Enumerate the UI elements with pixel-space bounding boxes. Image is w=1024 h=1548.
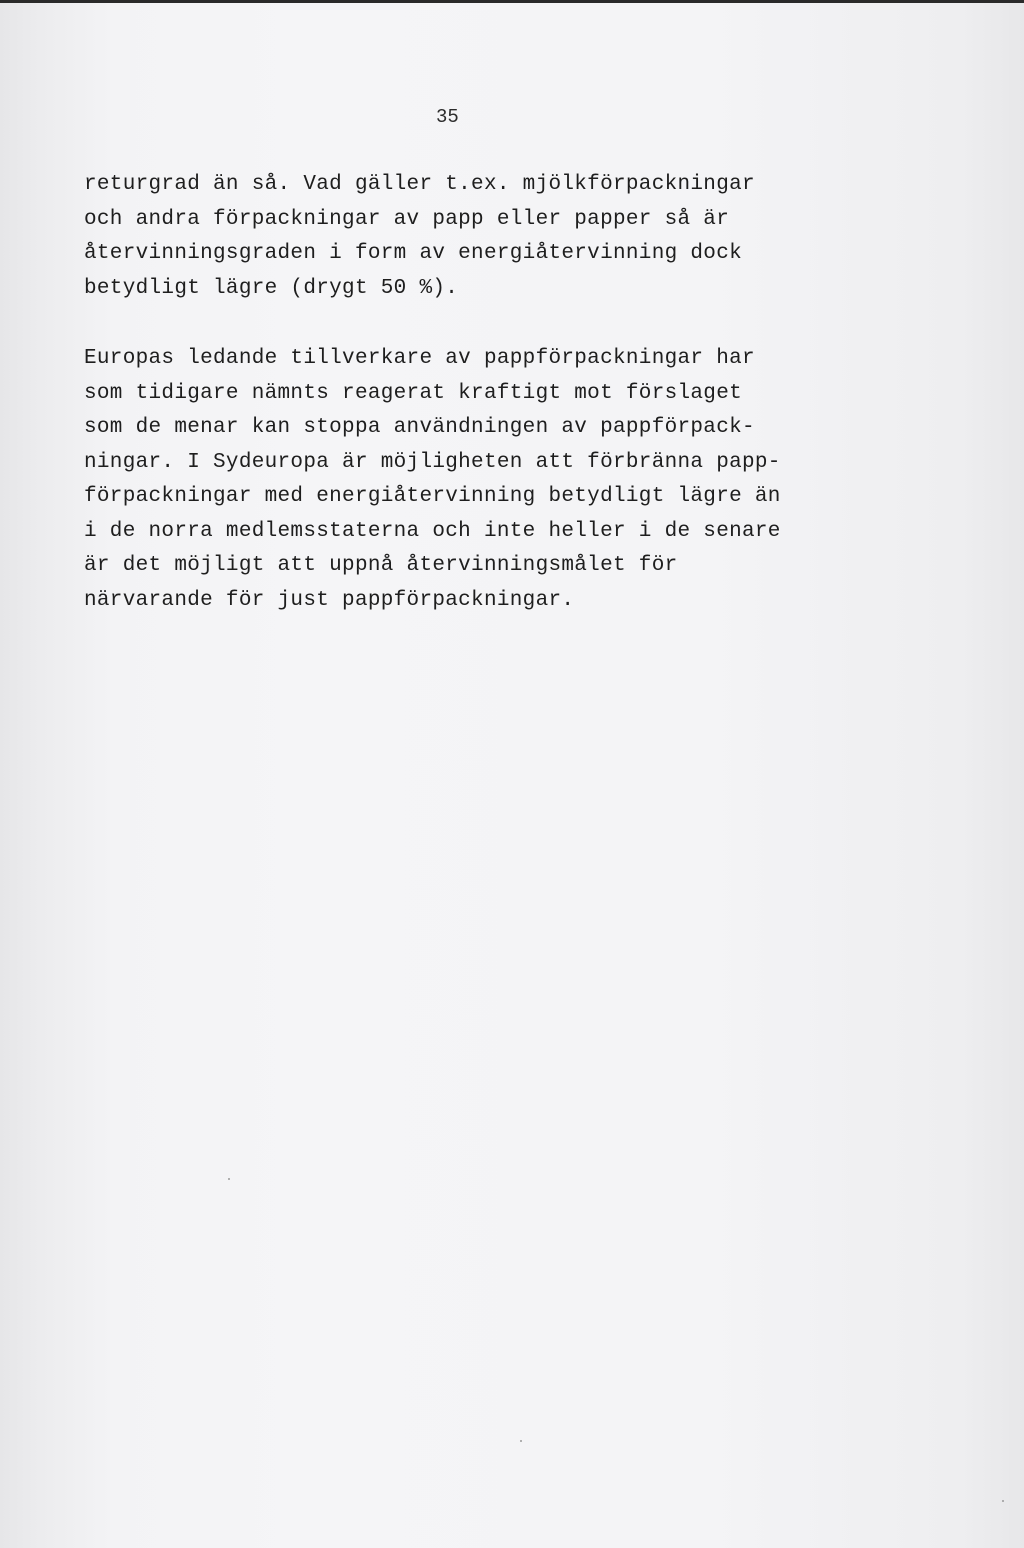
scan-speck: [520, 1440, 522, 1442]
scan-speck: [228, 1178, 230, 1180]
text-line: returgrad än så. Vad gäller t.ex. mjölkförpackningar: [84, 173, 755, 196]
text-line: som de menar kan stoppa användningen av pappförpack-: [84, 416, 755, 439]
text-line: förpackningar med energiåtervinning betydligt lägre än: [84, 485, 781, 508]
text-line: närvarande för just pappförpackningar.: [84, 588, 575, 612]
text-line: och andra förpackningar av papp eller papper så är: [84, 207, 730, 231]
page-number: 35: [436, 106, 459, 128]
text-line: Europas ledande tillverkare av pappförpackningar har: [84, 347, 755, 370]
text-line: i de norra medlemsstaterna och inte heller i de senare: [84, 519, 781, 543]
text-line: återvinningsgraden i form av energiåtervinning dock: [84, 242, 743, 265]
paragraph-2: [84, 342, 781, 618]
text-line: betydligt lägre (drygt 50 %).: [84, 276, 459, 300]
scan-speck: [1002, 1500, 1004, 1502]
text-line: ningar. I Sydeuropa är möjligheten att förbränna papp-: [84, 450, 781, 474]
text-line: som tidigare nämnts reagerat kraftigt mot förslaget: [84, 381, 743, 405]
paragraph-1: [84, 168, 755, 306]
text-line: är det möjligt att uppnå återvinningsmålet för: [84, 554, 678, 577]
